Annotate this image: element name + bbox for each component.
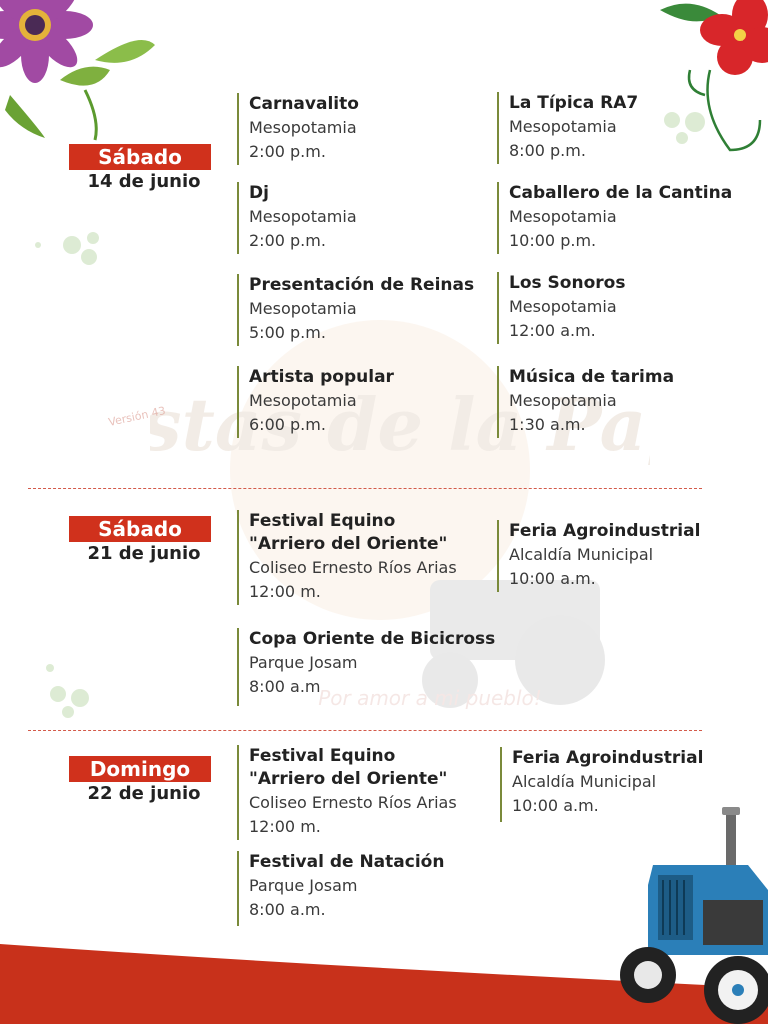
event-place: Mesopotamia [249,299,357,318]
event-time: 6:00 p.m. [249,415,326,434]
event-subtitle: "Arriero del Oriente" [249,769,448,789]
event-time: 8:00 a.m. [249,900,326,919]
event-place: Parque Josam [249,876,358,895]
event-place: Mesopotamia [509,391,617,410]
event-time: 2:00 p.m. [249,231,326,250]
event-title: Carnavalito [249,94,359,114]
watermark-slogan: Por amor a mi pueblo! [318,686,542,710]
event-place: Coliseo Ernesto Ríos Arias [249,558,457,577]
event-place: Mesopotamia [249,207,357,226]
day-badge: Sábado [69,516,211,542]
day-badge: Sábado [69,144,211,170]
event-artista-popular [237,366,394,438]
event-los-sonoros [497,272,625,344]
decorative-dots [40,660,120,720]
event-title: La Típica RA7 [509,93,639,113]
section-divider [28,488,702,489]
day-date: 21 de junio [87,543,201,564]
event-place: Parque Josam [249,653,358,672]
event-dj [237,182,357,254]
event-place: Coliseo Ernesto Ríos Arias [249,793,457,812]
event-title: Música de tarima [509,367,675,387]
tractor-icon [618,805,768,1024]
event-la-tipica [497,92,638,164]
event-title: Presentación de Reinas [249,275,475,295]
event-time: 8:00 p.m. [509,141,586,160]
event-title: Dj [249,183,269,203]
event-time: 10:00 a.m. [512,796,599,815]
event-time: 5:00 p.m. [249,323,326,342]
event-place: Mesopotamia [249,391,357,410]
event-place: Alcaldía Municipal [512,772,657,791]
event-place: Mesopotamia [509,117,617,136]
decorative-dots [660,100,720,150]
event-title: Festival Equino [249,746,396,766]
event-time: 10:00 a.m. [509,569,596,588]
event-time: 2:00 p.m. [249,142,326,161]
event-presentacion-reinas [237,274,474,346]
event-title: Festival Equino [249,511,396,531]
event-time: 12:00 a.m. [509,321,596,340]
decorative-dots [30,225,110,285]
event-place: Alcaldía Municipal [509,545,654,564]
event-place: Mesopotamia [509,207,617,226]
event-time: 8:00 a.m [249,677,321,696]
event-caballero-cantina [497,182,732,254]
watermark-version: Versión 43 [107,404,167,429]
event-carnavalito [237,93,359,165]
event-musica-tarima [497,366,674,438]
event-title: Caballero de la Cantina [509,183,733,203]
day-date: 14 de junio [87,171,201,192]
event-place: Mesopotamia [249,118,357,137]
event-place: Mesopotamia [509,297,617,316]
event-title: Feria Agroindustrial [512,748,704,768]
day-date: 22 de junio [87,783,201,804]
purple-flower-icon [0,0,160,145]
event-time: 10:00 p.m. [509,231,597,250]
event-title: Los Sonoros [509,273,626,293]
event-festival-equino [237,745,457,840]
event-title: Festival de Natación [249,852,445,872]
event-time: 12:00 m. [249,817,321,836]
event-time: 12:00 m. [249,582,321,601]
day-badge: Domingo [69,756,211,782]
event-feria-agroindustrial [497,520,700,592]
event-festival-natacion [237,851,444,926]
event-title: Copa Oriente de Bicicross [249,629,496,649]
event-title: Feria Agroindustrial [509,521,701,541]
section-divider [28,730,702,731]
watermark-logo-text: stas de la Pa [150,382,647,467]
event-title: Artista popular [249,367,394,387]
event-festival-equino [237,510,457,605]
event-subtitle: "Arriero del Oriente" [249,534,448,554]
event-copa-bicicross [237,628,495,706]
event-time: 1:30 a.m. [509,415,586,434]
